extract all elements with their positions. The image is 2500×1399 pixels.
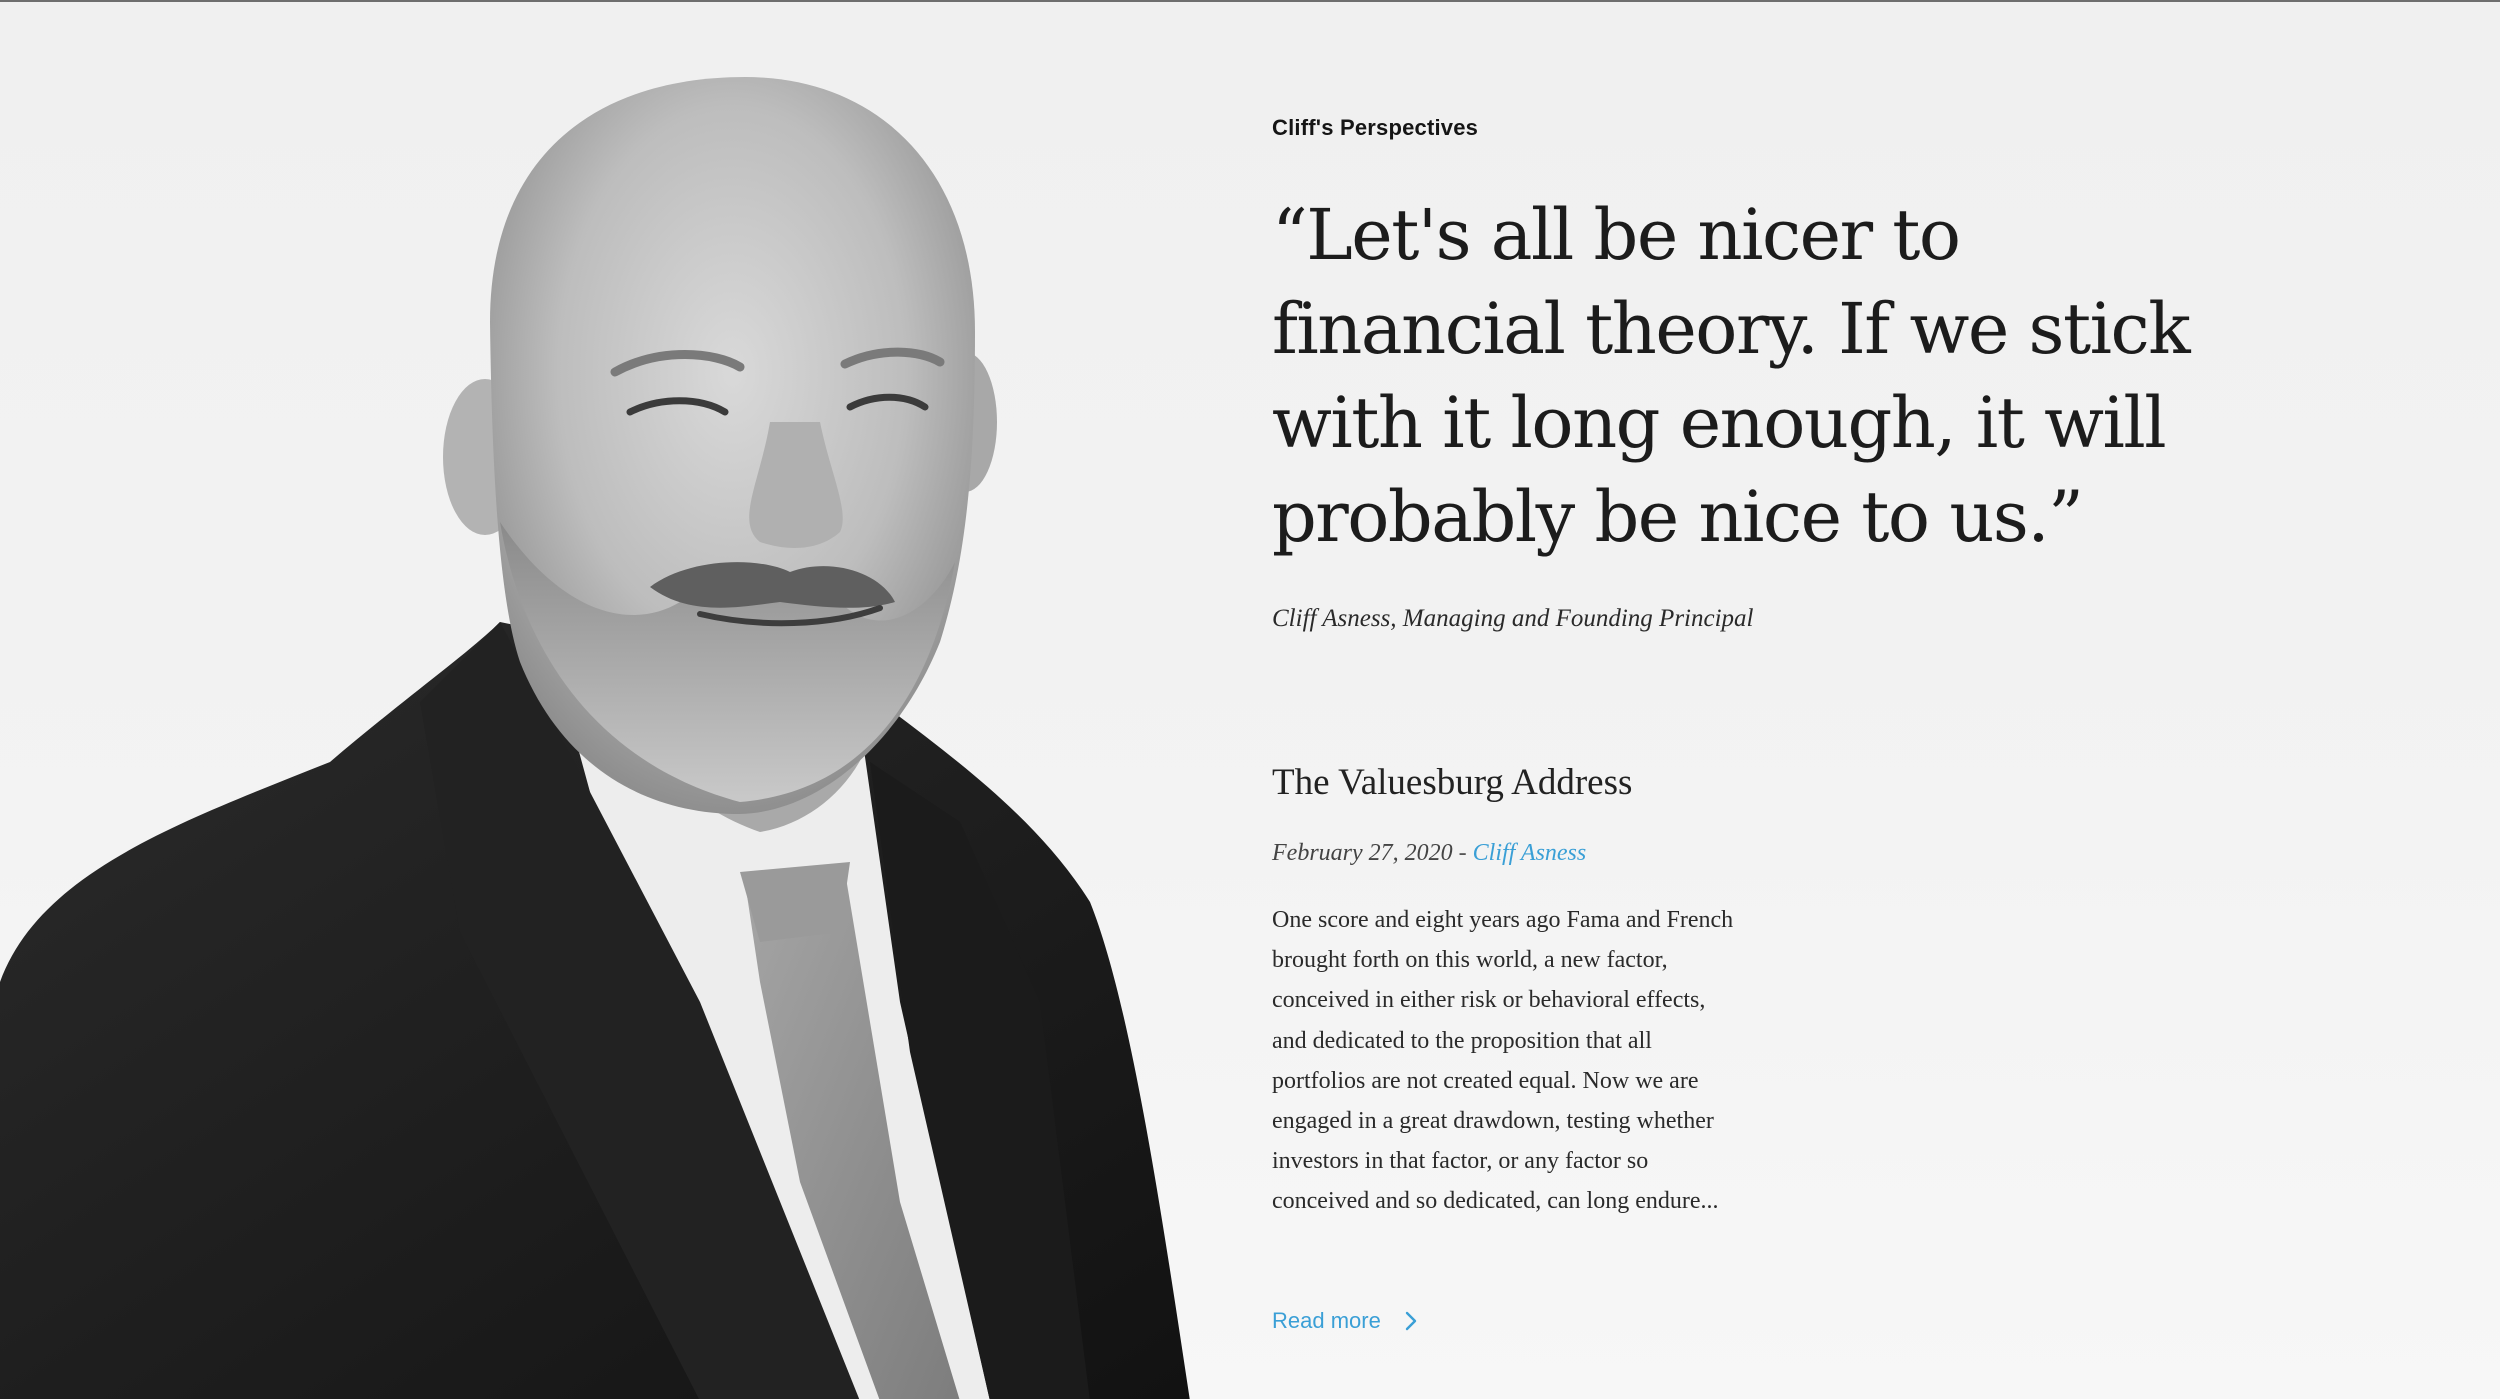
chevron-right-icon: [1403, 1310, 1419, 1332]
featured-quote: “Let's all be nicer to financial theory. If we stick with it long enough, it will probably be nice to us.”: [1272, 194, 2190, 558]
post-meta: [1272, 840, 1586, 867]
post-excerpt: One score and eight years ago Fama and French brought forth on this world, a new factor, conceived in either risk or behavioral effects, and dedicated to the proposition that all portfolios are not created equal. Now we are engaged in a great drawdown, testing whether investors in that factor, or any factor so conceived and so dedicated, can long endure...: [1272, 907, 1734, 1215]
section-eyebrow: Cliff's Perspectives: [1272, 115, 1479, 140]
post-date: February 27, 2020: [1272, 840, 1453, 866]
post-author-link[interactable]: Cliff Asness: [1472, 840, 1587, 866]
read-more-link[interactable]: [1272, 1308, 1419, 1334]
read-more-label: Read more: [1272, 1308, 1381, 1333]
post-title[interactable]: The Valuesburg Address: [1272, 762, 1633, 803]
meta-separator: -: [1458, 840, 1467, 866]
quote-attribution: Cliff Asness, Managing and Founding Principal: [1272, 605, 1754, 632]
portrait-photo: [0, 2, 1220, 1399]
